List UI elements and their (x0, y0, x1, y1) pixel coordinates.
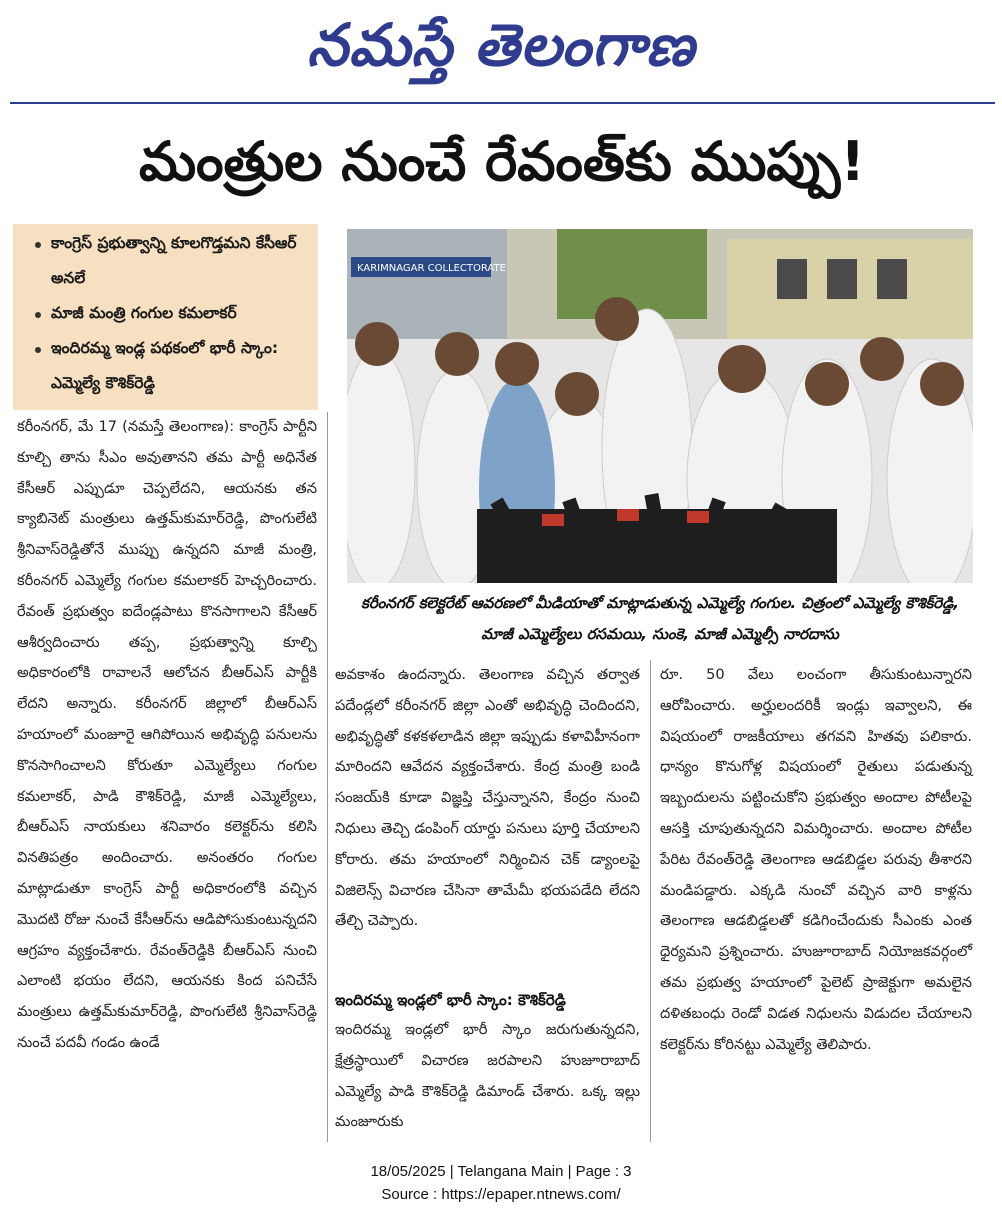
headline: మంత్రుల నుంచే రేవంత్‌కు ముప్పు! (138, 130, 865, 193)
article-column-2-continued: ఇందిరమ్మ ఇండ్లలో భారీ స్కాం జరుగుతున్నదని, క్షేత్రస్థాయిలో విచారణ జరపాలని హుజూరాబాద్ ఎమ్మెల్యే పాడి కౌశిక్‌రెడ్డి డిమాండ్ చేశారు. ఒక్క ఇల్లు మంజూరుకు (335, 1021, 640, 1131)
footer-date-page: 18/05/2025 | Telangana Main | Page : 3 (370, 1163, 632, 1180)
highlight-item: కాంగ్రెస్ ప్రభుత్వాన్ని కూలగొడ్తమని కేసీఆర్ అనలే (51, 234, 297, 287)
article-column-3: రూ. 50 వేలు లంచంగా తీసుకుంటున్నారని ఆరోపించారు. అర్హులందరికీ ఇండ్లు ఇవ్వాలని, ఈ విషయంలో రాజకీయాలు తగవని హితవు పలికారు. ధాన్యం కొనుగోళ్ల విషయంలో రైతులు పడుతున్న ఇబ్బందులను పట్టించుకోని ప్రభుత్వం అందాల పోటీలపై ఆసక్తి చూపుతున్నదని విమర్శించారు. అందాల పోటీల పేరిట రేవంత్‌రెడ్డి తెలంగాణ ఆడబిడ్డల పరువు తీశారని మండిపడ్డారు. ఎక్కడి నుంచో వచ్చిన వారి కాళ్లను తెలంగాణ ఆడబిడ్డలతో కడిగించేందుకు సీఎంకు ఎంత ధైర్యమని ప్రశ్నించారు. హుజూరాబాద్ నియోజకవర్గంలో తమ ప్రభుత్వ హయాంలో పైలెట్ ప్రాజెక్టుగా అమలైన దళితబంధు రెండో విడత నిధులను విడుదల చేయాలని కలెక్టర్‌ను కోరినట్టు ఎమ్మెల్యే తెలిపారు. (660, 666, 972, 1053)
bullet-icon (35, 347, 41, 353)
highlight-item: ఇందిరమ్మ ఇండ్ల పథకంలో భారీ స్కాం: ఎమ్మెల్యే కౌశిక్‌రెడ్డి (51, 339, 279, 392)
news-photo (347, 229, 973, 583)
footer-source: Source : https://epaper.ntnews.com/ (381, 1186, 621, 1203)
bullet-icon (35, 312, 41, 318)
highlight-item: మాజీ మంత్రి గంగుల కమలాకర్ (51, 304, 237, 322)
masthead-rule (10, 102, 995, 104)
photo-caption: కరీంనగర్ కలెక్టరేట్ ఆవరణలో మీడియాతో మాట్లాడుతున్న ఎమ్మెల్యే గంగుల. చిత్రంలో ఎమ్మెల్యే కౌశిక్‌రెడ్డి, మాజీ ఎమ్మెల్యేలు రసమయి, సుంకె, మాజీ ఎమ్మెల్సీ నారదాసు (360, 594, 959, 643)
bullet-icon (35, 242, 41, 248)
masthead-title: నమస్తే తెలంగాణ (307, 11, 695, 79)
highlights-box (13, 224, 318, 410)
column-divider (327, 412, 328, 1142)
sub-headline: ఇందిరమ్మ ఇండ్లలో భారీ స్కాం: కౌశిక్‌రెడ్డి (335, 991, 566, 1009)
masthead (0, 0, 1002, 100)
article-column-1: కరీంనగర్, మే 17 (నమస్తే తెలంగాణ): కాంగ్రెస్ పార్టీని కూల్చి తాను సీఎం అవుతానని తమ పార్టీ అధినేత కేసీఆర్ ఎప్పుడూ చెప్పలేదని, ఆయనకు తన క్యాబినెట్ మంత్రులు ఉత్తమ్‌కుమార్‌రెడ్డి, పొంగులేటి శ్రీనివాస్‌రెడ్డితోనే ముప్పు ఉన్నదని మాజీ మంత్రి, కరీంనగర్ ఎమ్మెల్యే గంగుల కమలాకర్ హెచ్చరించారు. రేవంత్ ప్రభుత్వం ఐదేండ్లపాటు కొనసాగాలని కేసీఆర్ ఆశీర్వదించారు తప్ప, ప్రభుత్వాన్ని కూల్చి అధికారంలోకి రావాలనే ఆలోచన బీఆర్‌ఎస్ పార్టీకి లేదని అన్నారు. కరీంనగర్ జిల్లాలో బీఆర్‌ఎస్ హయాంలో మంజూరై ఆగిపోయిన అభివృద్ధి పనులను కొనసాగించాలని కోరుతూ ఎమ్మెల్యేలు గంగుల కమలాకర్, పాడి కౌశిక్‌రెడ్డి, మాజీ ఎమ్మెల్యేలు, బీఆర్‌ఎస్ నాయకులు శనివారం కలెక్టర్‌ను కలిసి వినతిపత్రం అందించారు. అనంతరం గంగుల మాట్లాడుతూ కాంగ్రెస్ పార్టీ అధికారంలోకి వచ్చిన మొదటి రోజు నుంచే కేసీఆర్‌ను ఆడిపోసుకుంటున్నదని ఆగ్రహం వ్యక్తంచేశారు. రేవంత్‌రెడ్డికి బీఆర్‌ఎస్ నుంచి ఎలాంటి భయం లేదని, ఆయనకు కింద పనిచేసే మంత్రులు ఉత్తమ్‌కుమార్‌రెడ్డి, పొంగులేటి శ్రీనివాస్‌రెడ్డి నుంచే పదవీ గండం ఉండే (17, 418, 317, 1051)
press-meet-photo (347, 229, 973, 583)
photo-banner: KARIMNAGAR COLLECTORATE (357, 263, 506, 274)
article-column-2: అవకాశం ఉందన్నారు. తెలంగాణ వచ్చిన తర్వాత పదేండ్లలో కరీంనగర్ జిల్లా ఎంతో అభివృద్ధి చెందిందని, అభివృద్ధితో కళకళలాడిన జిల్లా ఇప్పుడు కళావిహీనంగా మారిందని ఆవేదన వ్యక్తంచేశారు. కేంద్ర మంత్రి బండి సంజయ్‌కి కూడా విజ్ఞప్తి చేస్తున్నానని, కేంద్రం నుంచి నిధులు తెచ్చి డంపింగ్ యార్డు పనులు పూర్తి చేయాలని కోరారు. తమ హయాంలో నిర్మించిన చెక్ డ్యాంలపై విజిలెన్స్ విచారణ చేసినా తామేమీ భయపడేది లేదని తేల్చి చెప్పారు. (335, 666, 640, 930)
column-divider (650, 660, 651, 1142)
